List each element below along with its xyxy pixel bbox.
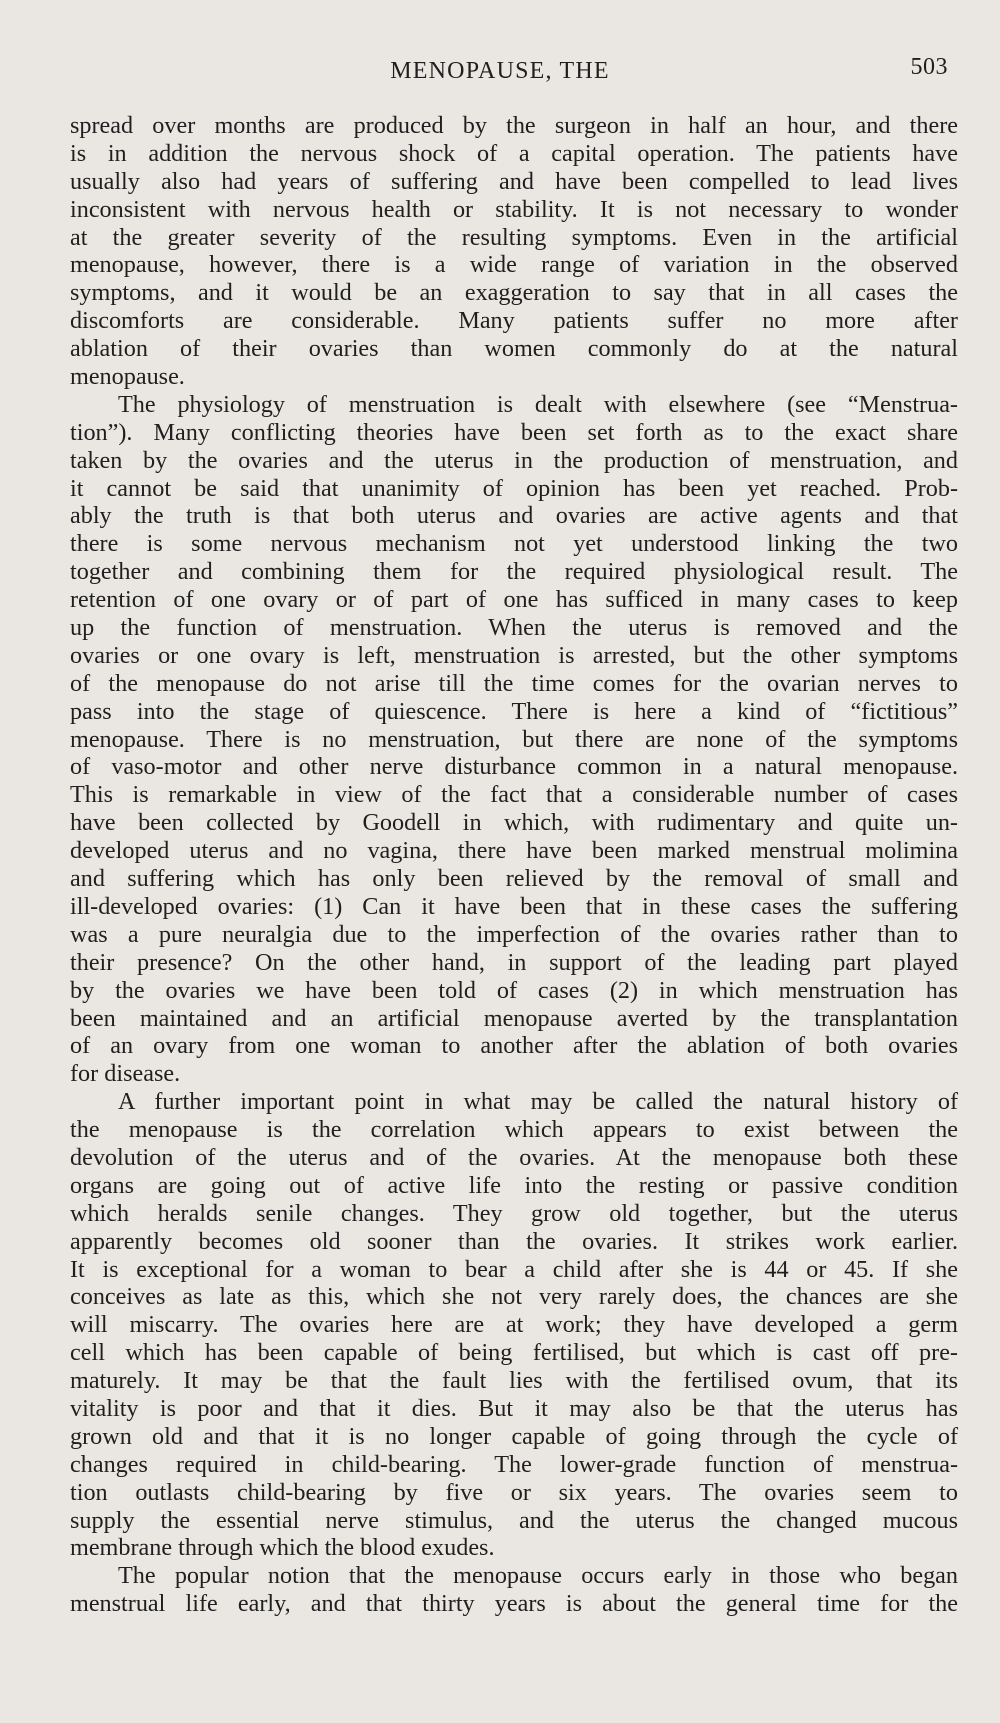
text-line: tion”). Many conflicting theories have been set forth as to the exact share	[70, 418, 958, 446]
text-line: ill-developed ovaries: (1) Can it have been that in these cases the suffering	[70, 892, 958, 920]
text-line: changes required in child-bearing. The lower-grade function of menstrua-	[70, 1450, 958, 1478]
text-line: menopause. There is no menstruation, but there are none of the symptoms	[70, 725, 958, 753]
text-line: taken by the ovaries and the uterus in the production of menstruation, and	[70, 446, 958, 474]
text-line: will miscarry. The ovaries here are at work; they have developed a germ	[70, 1311, 958, 1339]
text-line: it cannot be said that unanimity of opinion has been yet reached. Prob-	[70, 474, 958, 502]
text-line: pass into the stage of quiescence. There is here a kind of “fictitious”	[70, 697, 958, 725]
text-line: grown old and that it is no longer capable of going through the cycle of	[70, 1422, 958, 1450]
text-line: which heralds senile changes. They grow old together, but the uterus	[70, 1199, 958, 1227]
text-line: The popular notion that the menopause occurs early in those who began	[118, 1562, 958, 1590]
text-line: ablation of their ovaries than women commonly do at the natural	[70, 335, 958, 363]
text-line: It is exceptional for a woman to bear a child after she is 44 or 45. If she	[70, 1255, 958, 1283]
text-line: devolution of the uterus and of the ovaries. At the menopause both these	[70, 1143, 958, 1171]
text-line: developed uterus and no vagina, there have been marked menstrual molimina	[70, 837, 958, 865]
text-line: was a pure neuralgia due to the imperfection of the ovaries rather than to	[70, 920, 958, 948]
text-line: ovaries or one ovary is left, menstruation is arrested, but the other symptoms	[70, 641, 958, 669]
text-line: and suffering which has only been relieved by the removal of small and	[70, 865, 958, 893]
running-head	[0, 52, 1000, 92]
page-number: 503	[910, 54, 948, 80]
text-line: cell which has been capable of being fertilised, but which is cast off pre-	[70, 1339, 958, 1367]
text-line: there is some nervous mechanism not yet understood linking the two	[70, 530, 958, 558]
text-line: for disease.	[70, 1060, 181, 1088]
text-line: tion outlasts child-bearing by five or six years. The ovaries seem to	[70, 1478, 958, 1506]
text-line: discomforts are considerable. Many patients suffer no more after	[70, 307, 958, 335]
text-line: ably the truth is that both uterus and ovaries are active agents and that	[70, 502, 958, 530]
body-text	[70, 112, 958, 1618]
text-line: apparently becomes old sooner than the ovaries. It strikes work earlier.	[70, 1227, 958, 1255]
text-line: maturely. It may be that the fault lies with the fertilised ovum, that its	[70, 1367, 958, 1395]
text-line: up the function of menstruation. When the uterus is removed and the	[70, 614, 958, 642]
text-line: menopause, however, there is a wide range of variation in the observed	[70, 251, 958, 279]
text-line: The physiology of menstruation is dealt with elsewhere (see “Menstrua-	[118, 390, 958, 418]
text-line: have been collected by Goodell in which, with rudimentary and quite un-	[70, 809, 958, 837]
text-line: inconsistent with nervous health or stability. It is not necessary to wonder	[70, 195, 958, 223]
text-line: supply the essential nerve stimulus, and the uterus the changed mucous	[70, 1506, 958, 1534]
text-line: is in addition the nervous shock of a capital operation. The patients have	[70, 139, 958, 167]
text-line: together and combining them for the required physiological result. The	[70, 558, 958, 586]
text-line: retention of one ovary or of part of one has sufficed in many cases to keep	[70, 586, 958, 614]
text-line: usually also had years of suffering and have been compelled to lead lives	[70, 167, 958, 195]
text-line: membrane through which the blood exudes.	[70, 1534, 495, 1562]
text-line: at the greater severity of the resulting symptoms. Even in the artificial	[70, 223, 958, 251]
text-line: spread over months are produced by the surgeon in half an hour, and there	[70, 112, 958, 139]
text-line: menstrual life early, and that thirty years is about the general time for the	[70, 1590, 958, 1618]
text-line: of vaso-motor and other nerve disturbance common in a natural menopause.	[70, 753, 958, 781]
text-line: the menopause is the correlation which appears to exist between the	[70, 1116, 958, 1144]
running-title: MENOPAUSE, THE	[390, 58, 610, 84]
text-line: of the menopause do not arise till the time comes for the ovarian nerves to	[70, 669, 958, 697]
text-line: menopause.	[70, 363, 185, 391]
text-line: their presence? On the other hand, in support of the leading part played	[70, 948, 958, 976]
text-line: A further important point in what may be called the natural history of	[118, 1088, 958, 1116]
text-line: This is remarkable in view of the fact that a considerable number of cases	[70, 781, 958, 809]
text-line: of an ovary from one woman to another after the ablation of both ovaries	[70, 1032, 958, 1060]
text-line: symptoms, and it would be an exaggeration to say that in all cases the	[70, 279, 958, 307]
text-line: vitality is poor and that it dies. But it may also be that the uterus has	[70, 1394, 958, 1422]
text-line: conceives as late as this, which she not very rarely does, the chances are she	[70, 1283, 958, 1311]
text-line: organs are going out of active life into the resting or passive condition	[70, 1171, 958, 1199]
text-line: by the ovaries we have been told of cases (2) in which menstruation has	[70, 976, 958, 1004]
text-line: been maintained and an artificial menopause averted by the transplantation	[70, 1004, 958, 1032]
